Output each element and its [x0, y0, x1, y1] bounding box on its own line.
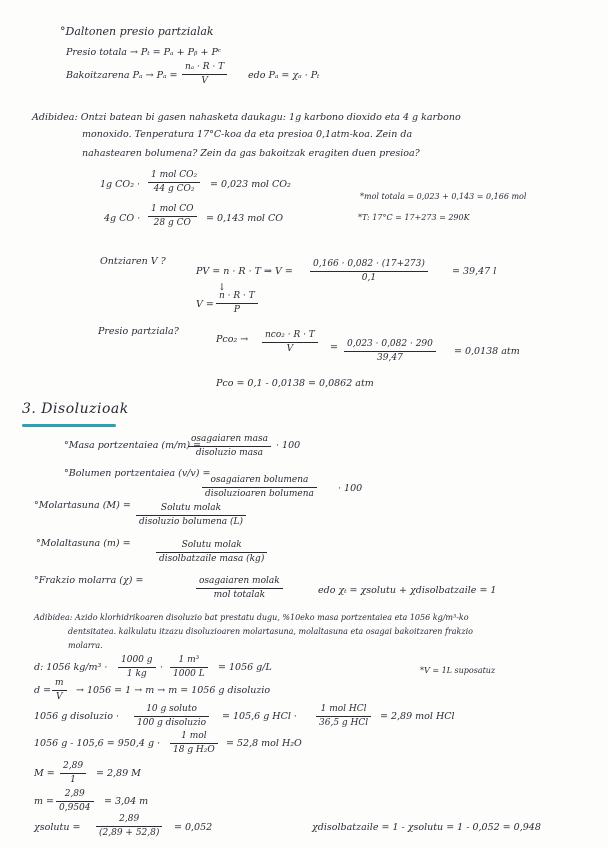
co-calc-lhs: 4g CO ·	[104, 213, 141, 224]
density-def-lhs: d =	[34, 685, 52, 696]
dalton-heading: ° Daltonen presio partzialak	[60, 26, 214, 37]
density-def-result: → 1056 = 1 → m → m = 1056 g disoluzio	[76, 685, 271, 696]
mass-percent-tail: · 100	[276, 440, 301, 451]
mass-percent-label: ° Masa portzentaiea (m/m) =	[64, 440, 201, 451]
molarity-result-lhs: M =	[34, 768, 55, 779]
hcl-calc-fraction-2: 1 mol HCl 36,5 g HCl	[316, 704, 371, 729]
molality-result-lhs: m =	[34, 796, 54, 807]
heading-underline	[22, 424, 116, 427]
example1-text-line3: nahastearen bolumena? Zein da gas bakoitzak eragiten duen presioa?	[82, 148, 420, 159]
molality-label: ° Molaltasuna (m) =	[36, 538, 131, 549]
v-rearranged-label: V =	[196, 299, 214, 310]
mole-fraction-fraction: osagaiaren molak mol totalak	[196, 576, 283, 601]
example2-text-line2: dentsitatea. kalkulatu itzazu disoluzioaren molartasuna, molaltasuna eta osagai bakoitzaren frakzio	[68, 627, 473, 636]
molality-result-fraction: $\frac{2,89}{0,9504}$	[56, 789, 94, 814]
solute-fraction-fraction: $\frac{2,89}{(2,89 + 52,8)}$	[96, 814, 162, 839]
hcl-calc-lhs: 1056 g disoluzio ·	[34, 711, 119, 722]
density-lhs: d: 1056 kg/m³ ·	[34, 662, 108, 673]
example1-text-line1: Adibidea: Ontzi batean bi gasen nahasketa daukagu: 1g karbono dioxido eta 4 g karbono	[32, 112, 461, 123]
molality-fraction: Solutu molak disolbatzaile masa (kg)	[156, 540, 267, 565]
solvent-fraction-result: χdisolbatzaile = 1 - χsolutu = 1 - 0,052 = 0,948	[312, 822, 541, 833]
hcl-calc-result: = 2,89 mol HCl	[380, 711, 455, 722]
note-mol-total: *mol totala = 0,023 + 0,143 = 0,166 mol	[360, 192, 527, 201]
volume-percent-tail: · 100	[338, 483, 363, 494]
solute-fraction-lhs: χsolutu =	[34, 822, 81, 833]
dalton-total-pressure: Presio totala → Pₜ = Pₐ + Pᵦ + Pᶜ	[66, 47, 222, 58]
co-calc-result: = 0,143 mol CO	[206, 213, 284, 224]
volume-fraction: $\frac{0,166 \cdot 0,082 \cdot (17+273)}{0,1}$	[310, 259, 428, 284]
hcl-calc-fraction-1: 10 g soluto 100 g disoluzio	[134, 704, 209, 729]
equals-sign: =	[330, 342, 338, 353]
co2-calc-lhs: 1g CO₂ ·	[100, 179, 141, 190]
volume-assumption-note: *V = 1L suposatuz	[420, 666, 496, 675]
pco2-numeric-fraction: $\frac{0,023 \cdot 0,082 \cdot 290}{39,47}$	[344, 339, 436, 364]
section-heading-disoluzioak: 3. Disoluzioak	[22, 401, 129, 417]
density-fraction-1: $\frac{1000 g}{1 kg}$	[118, 655, 156, 680]
example2-text-line3: molarra.	[68, 641, 103, 650]
partial-pressure-question: Presio partziala?	[98, 326, 179, 337]
volume-question: Ontziaren V ?	[100, 256, 166, 267]
v-rearranged-fraction: $\frac{n \cdot R \cdot T}{P}$	[216, 291, 258, 316]
dalton-partial-alt: edo Pₐ = χₐ · Pₜ	[248, 70, 320, 81]
mole-fraction-label: ° Frakzio molarra (χ) =	[34, 575, 143, 586]
solute-fraction-result: = 0,052	[174, 822, 213, 833]
water-calc-lhs: 1056 g - 105,6 = 950,4 g ·	[34, 738, 161, 749]
molality-result-value: = 3,04 m	[104, 796, 149, 807]
molarity-label: ° Molartasuna (M) =	[34, 500, 131, 511]
volume-result: = 39,47 l	[452, 266, 497, 277]
density-def-fraction: $\frac{m}{V}$	[52, 678, 67, 703]
dalton-partial-fraction: $\frac{\text{nₐ · R · T}}{V}$	[182, 62, 227, 87]
volume-percent-label: ° Bolumen portzentaiea (v/v) =	[64, 468, 210, 479]
co2-calc-result: = 0,023 mol CO₂	[210, 179, 291, 190]
density-dot: ·	[160, 662, 164, 673]
molarity-result-fraction: $\frac{2,89}{1}$	[60, 761, 86, 786]
mole-fraction-sum: edo χₜ = χsolutu + χdisolbatzaile = 1	[318, 585, 497, 596]
dalton-partial-label: Bakoitzarena Pₐ → Pₐ =	[66, 70, 178, 81]
pco2-result: = 0,0138 atm	[454, 346, 520, 357]
hcl-calc-mid: = 105,6 g HCl ·	[222, 711, 297, 722]
water-calc-fraction: 1 mol 18 g H₂O	[170, 731, 218, 756]
example2-text-line1: Adibidea: Azido klorhidrikoaren disoluzio bat prestatu dugu, %10eko masa portzentaiea eta 1056 kg/m³-ko	[34, 613, 469, 622]
molarity-result-value: = 2,89 M	[96, 768, 141, 779]
co2-calc-fraction: 1 mol CO₂ 44 g CO₂	[148, 170, 200, 195]
pco2-fraction: nco₂ · R · T V	[262, 330, 318, 355]
mass-percent-fraction: osagaiaren masa disoluzio masa	[188, 434, 271, 459]
pco2-lhs: Pco₂ →	[216, 334, 249, 345]
pv-equation: PV = n · R · T ⇒ V =	[196, 266, 293, 277]
pco-result: Pco = 0,1 - 0,0138 = 0,0862 atm	[216, 378, 374, 389]
volume-percent-fraction: osagaiaren bolumena disoluzioaren bolumena	[202, 475, 317, 500]
density-result: = 1056 g/L	[218, 662, 272, 673]
molarity-fraction: Solutu molak disoluzio bolumena (L)	[136, 503, 246, 528]
example1-text-line2: monoxido. Tenperatura 17°C-koa da eta presioa 0,1atm-koa. Zein da	[82, 129, 413, 140]
water-calc-result: = 52,8 mol H₂O	[226, 738, 302, 749]
arrow-down: ↓	[218, 282, 226, 293]
co-calc-fraction: 1 mol CO 28 g CO	[148, 204, 197, 229]
density-fraction-2: $\frac{\text{1 m³}}{1000 L}$	[170, 655, 208, 680]
note-temperature: *T: 17°C = 17+273 = 290K	[358, 213, 470, 222]
